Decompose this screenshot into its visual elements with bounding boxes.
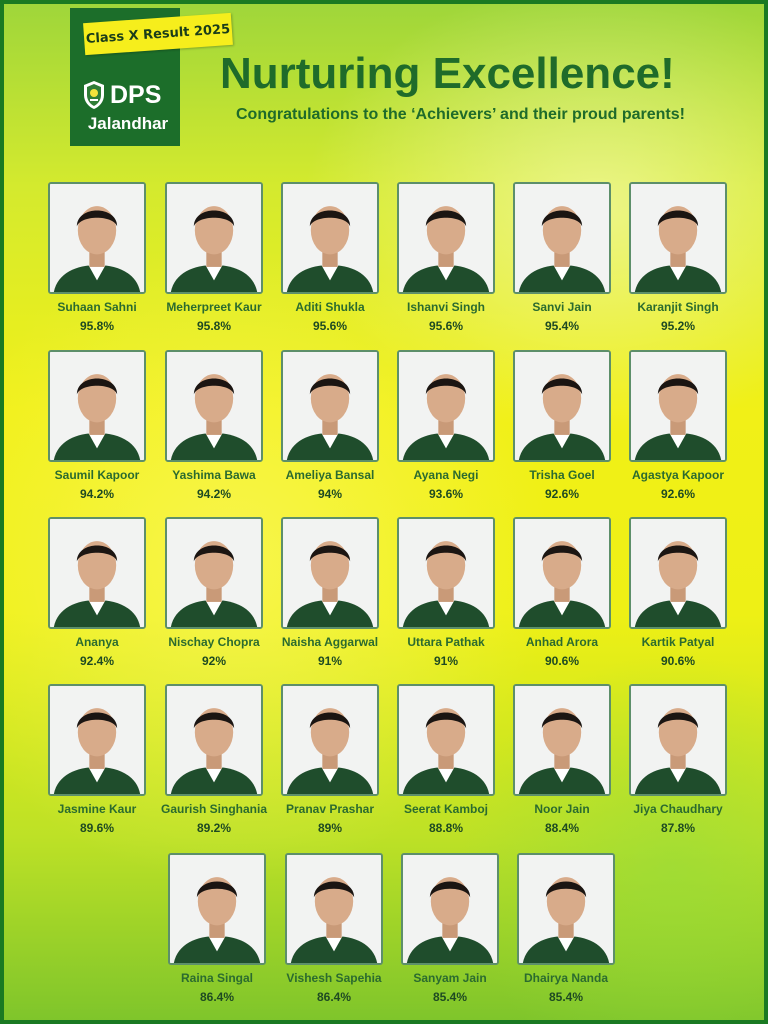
student-portrait-icon [167,686,261,794]
school-city: Jalandhar [87,114,169,133]
student-card [625,182,731,333]
student-score: 91% [317,654,343,668]
student-portrait-icon [167,519,261,627]
student-name: Saumil Kapoor [54,468,140,482]
student-name: Jasmine Kaur [57,802,137,816]
student-name: Suhaan Sahni [57,300,137,314]
student-score: 92.6% [544,487,580,501]
student-photo [397,517,495,629]
student-portrait-icon [50,686,144,794]
student-photo [48,517,146,629]
student-name: Sanyam Jain [413,971,487,985]
student-name: Raina Singal [180,971,254,985]
student-portrait-icon [50,352,144,460]
student-photo [629,182,727,294]
student-score: 89.2% [196,821,232,835]
student-card [393,684,499,835]
student-photo [48,350,146,462]
student-score: 94% [317,487,343,501]
student-portrait-icon [631,352,725,460]
student-card [160,684,268,835]
page-title: Nurturing Excellence! [220,49,675,98]
student-card [277,684,383,835]
student-score: 88.8% [428,821,464,835]
student-name: Dhairya Nanda [523,971,609,985]
student-portrait-icon [399,686,493,794]
student-photo [629,684,727,796]
student-card [393,182,499,333]
student-portrait-icon [399,352,493,460]
student-score: 94.2% [79,487,115,501]
student-portrait-icon [403,855,497,963]
student-photo [281,517,379,629]
student-card [44,517,150,668]
student-photo [513,182,611,294]
student-card [509,517,615,668]
student-card [44,350,150,501]
student-photo [165,350,263,462]
student-photo [168,853,266,965]
student-score: 95.6% [428,319,464,333]
student-portrait-icon [631,519,725,627]
student-photo [281,350,379,462]
student-photo [513,684,611,796]
student-name: Seerat Kamboj [403,802,489,816]
student-card [397,853,503,1004]
student-portrait-icon [399,184,493,292]
student-photo [629,517,727,629]
student-portrait-icon [283,352,377,460]
student-name: Anhad Arora [525,635,599,649]
student-photo [629,350,727,462]
student-card [625,517,731,668]
student-name: Vishesh Sapehia [286,971,382,985]
student-card [161,182,267,333]
student-score: 95.8% [79,319,115,333]
student-score: 95.2% [660,319,696,333]
student-photo [48,182,146,294]
student-score: 92% [201,654,227,668]
student-score: 95.4% [544,319,580,333]
class-result-badge: Class X Result 2025 [83,13,233,55]
student-name: Ayana Negi [413,468,479,482]
student-name: Sanvi Jain [532,300,592,314]
student-score: 95.6% [312,319,348,333]
student-portrait-icon [515,686,609,794]
student-portrait-icon [283,519,377,627]
student-name: Agastya Kapoor [631,468,725,482]
student-score: 87.8% [660,821,696,835]
student-score: 85.4% [432,990,468,1004]
student-card [509,182,615,333]
student-card [277,350,383,501]
student-photo [397,182,495,294]
student-card [281,853,387,1004]
student-card [625,350,731,501]
student-name: Ananya [75,635,119,649]
student-score: 89.6% [79,821,115,835]
student-card [164,853,270,1004]
student-card [44,684,150,835]
student-name: Yashima Bawa [172,468,256,482]
student-portrait-icon [399,519,493,627]
student-name: Gaurish Singhania [160,802,268,816]
student-portrait-icon [515,352,609,460]
student-portrait-icon [631,184,725,292]
student-name: Pranav Prashar [285,802,375,816]
student-card [393,517,499,668]
school-logo-text: DPS [110,81,162,109]
student-photo [517,853,615,965]
student-photo [513,517,611,629]
student-card [277,182,383,333]
student-score: 95.8% [196,319,232,333]
student-score: 92.6% [660,487,696,501]
school-crest-icon [82,80,106,110]
student-name: Naisha Aggarwal [281,635,379,649]
student-portrait-icon [167,352,261,460]
student-card [509,350,615,501]
student-photo [165,517,263,629]
student-portrait-icon [631,686,725,794]
student-score: 92.4% [79,654,115,668]
student-score: 89% [317,821,343,835]
student-card [44,182,150,333]
student-card [161,350,267,501]
student-name: Karanjit Singh [637,300,719,314]
student-photo [165,182,263,294]
student-score: 85.4% [548,990,584,1004]
student-card [509,684,615,835]
student-portrait-icon [515,519,609,627]
student-portrait-icon [50,184,144,292]
student-score: 88.4% [544,821,580,835]
student-portrait-icon [515,184,609,292]
student-card [513,853,619,1004]
student-score: 86.4% [199,990,235,1004]
student-name: Aditi Shukla [295,300,365,314]
student-score: 90.6% [660,654,696,668]
student-name: Noor Jain [534,802,590,816]
student-card [393,350,499,501]
student-name: Meherpreet Kaur [166,300,262,314]
student-score: 94.2% [196,487,232,501]
student-photo [281,684,379,796]
student-score: 91% [433,654,459,668]
student-photo [285,853,383,965]
student-portrait-icon [50,519,144,627]
student-portrait-icon [283,184,377,292]
student-photo [397,684,495,796]
student-photo [401,853,499,965]
student-name: Jiya Chaudhary [633,802,723,816]
student-name: Trisha Goel [529,468,595,482]
student-photo [165,684,263,796]
student-card [277,517,383,668]
congratulations-subtitle: Congratulations to the ‘Achievers’ and their proud parents! [236,106,685,123]
student-photo [513,350,611,462]
student-photo [281,182,379,294]
student-card [625,684,731,835]
student-name: Uttara Pathak [407,635,485,649]
student-name: Nischay Chopra [168,635,260,649]
student-name: Kartik Patyal [641,635,715,649]
student-portrait-icon [170,855,264,963]
student-card [161,517,267,668]
student-score: 86.4% [316,990,352,1004]
student-portrait-icon [167,184,261,292]
student-photo [48,684,146,796]
student-name: Ameliya Bansal [285,468,375,482]
student-photo [397,350,495,462]
student-portrait-icon [519,855,613,963]
student-score: 93.6% [428,487,464,501]
student-portrait-icon [283,686,377,794]
student-name: Ishanvi Singh [406,300,485,314]
student-portrait-icon [287,855,381,963]
student-score: 90.6% [544,654,580,668]
